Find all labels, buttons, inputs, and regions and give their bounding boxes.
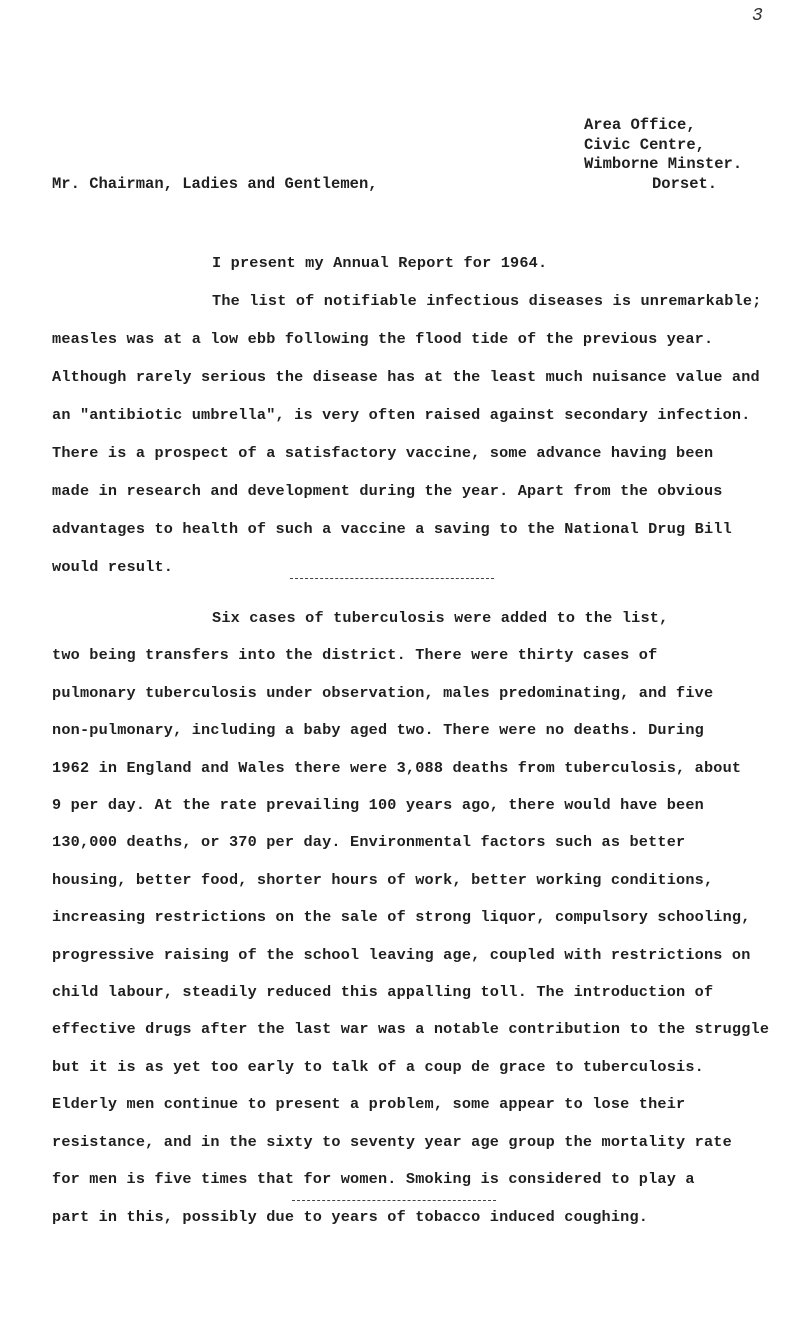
paragraph-line: part in this, possibly due to years of tobacco induced coughing. — [52, 1207, 649, 1226]
paragraph-line: for men is five times that for women. Smoking is considered to play a — [52, 1170, 695, 1189]
paragraph-line: progressive raising of the school leaving age, coupled with restrictions on — [52, 945, 751, 964]
paragraph-line: child labour, steadily reduced this appalling toll. The introduction of — [52, 983, 714, 1002]
paragraph-line: measles was at a low ebb following the flood tide of the previous year. — [52, 330, 714, 348]
section-separator — [290, 578, 494, 579]
paragraph-tuberculosis — [52, 600, 772, 1236]
address-line: Civic Centre, — [584, 135, 705, 154]
page-number: 3 — [752, 6, 763, 26]
address-line: Area Office, — [584, 116, 696, 134]
section-separator — [292, 1200, 496, 1201]
paragraph-line: Six cases of tuberculosis were added to the list, — [212, 609, 669, 627]
sender-address — [584, 116, 800, 194]
paragraph-line: 130,000 deaths, or 370 per day. Environmental factors such as better — [52, 833, 686, 852]
paragraph-line: effective drugs after the last war was a notable contribution to the struggle — [52, 1020, 770, 1039]
paragraph-line: 1962 in England and Wales there were 3,088 deaths from tuberculosis, about — [52, 758, 742, 777]
paragraph-line: would result. — [52, 558, 174, 576]
paragraph-line: made in research and development during the year. Apart from the obvious — [52, 482, 723, 500]
paragraph-measles — [52, 244, 772, 586]
paragraph-line: The list of notifiable infectious diseases is unremarkable; — [212, 292, 762, 310]
paragraph-line: resistance, and in the sixty to seventy year age group the mortality rate — [52, 1132, 732, 1151]
paragraph-line: I present my Annual Report for 1964. — [212, 254, 548, 272]
address-line: Wimborne Minster. — [584, 155, 743, 173]
paragraph-line: housing, better food, shorter hours of work, better working conditions, — [52, 870, 714, 889]
paragraph-line: There is a prospect of a satisfactory vaccine, some advance having been — [52, 444, 714, 462]
paragraph-line: Although rarely serious the disease has at the least much nuisance value and — [52, 368, 760, 386]
paragraph-line: two being transfers into the district. There were thirty cases of — [52, 646, 658, 665]
paragraph-line: but it is as yet too early to talk of a coup de grace to tuberculosis. — [52, 1057, 704, 1076]
paragraph-line: an "antibiotic umbrella", is very often raised against secondary infection. — [52, 406, 751, 424]
paragraph-line: advantages to health of such a vaccine a saving to the National Drug Bill — [52, 520, 732, 538]
paragraph-line: Elderly men continue to present a problem, some appear to lose their — [52, 1095, 686, 1114]
salutation: Mr. Chairman, Ladies and Gentlemen, — [52, 175, 378, 193]
paragraph-line: 9 per day. At the rate prevailing 100 years ago, there would have been — [52, 796, 704, 815]
paragraph-line: pulmonary tuberculosis under observation, males predominating, and five — [52, 683, 714, 702]
paragraph-line: increasing restrictions on the sale of strong liquor, compulsory schooling, — [52, 908, 751, 927]
paragraph-line: non-pulmonary, including a baby aged two. There were no deaths. During — [52, 721, 704, 740]
address-line: Dorset. — [652, 174, 718, 193]
